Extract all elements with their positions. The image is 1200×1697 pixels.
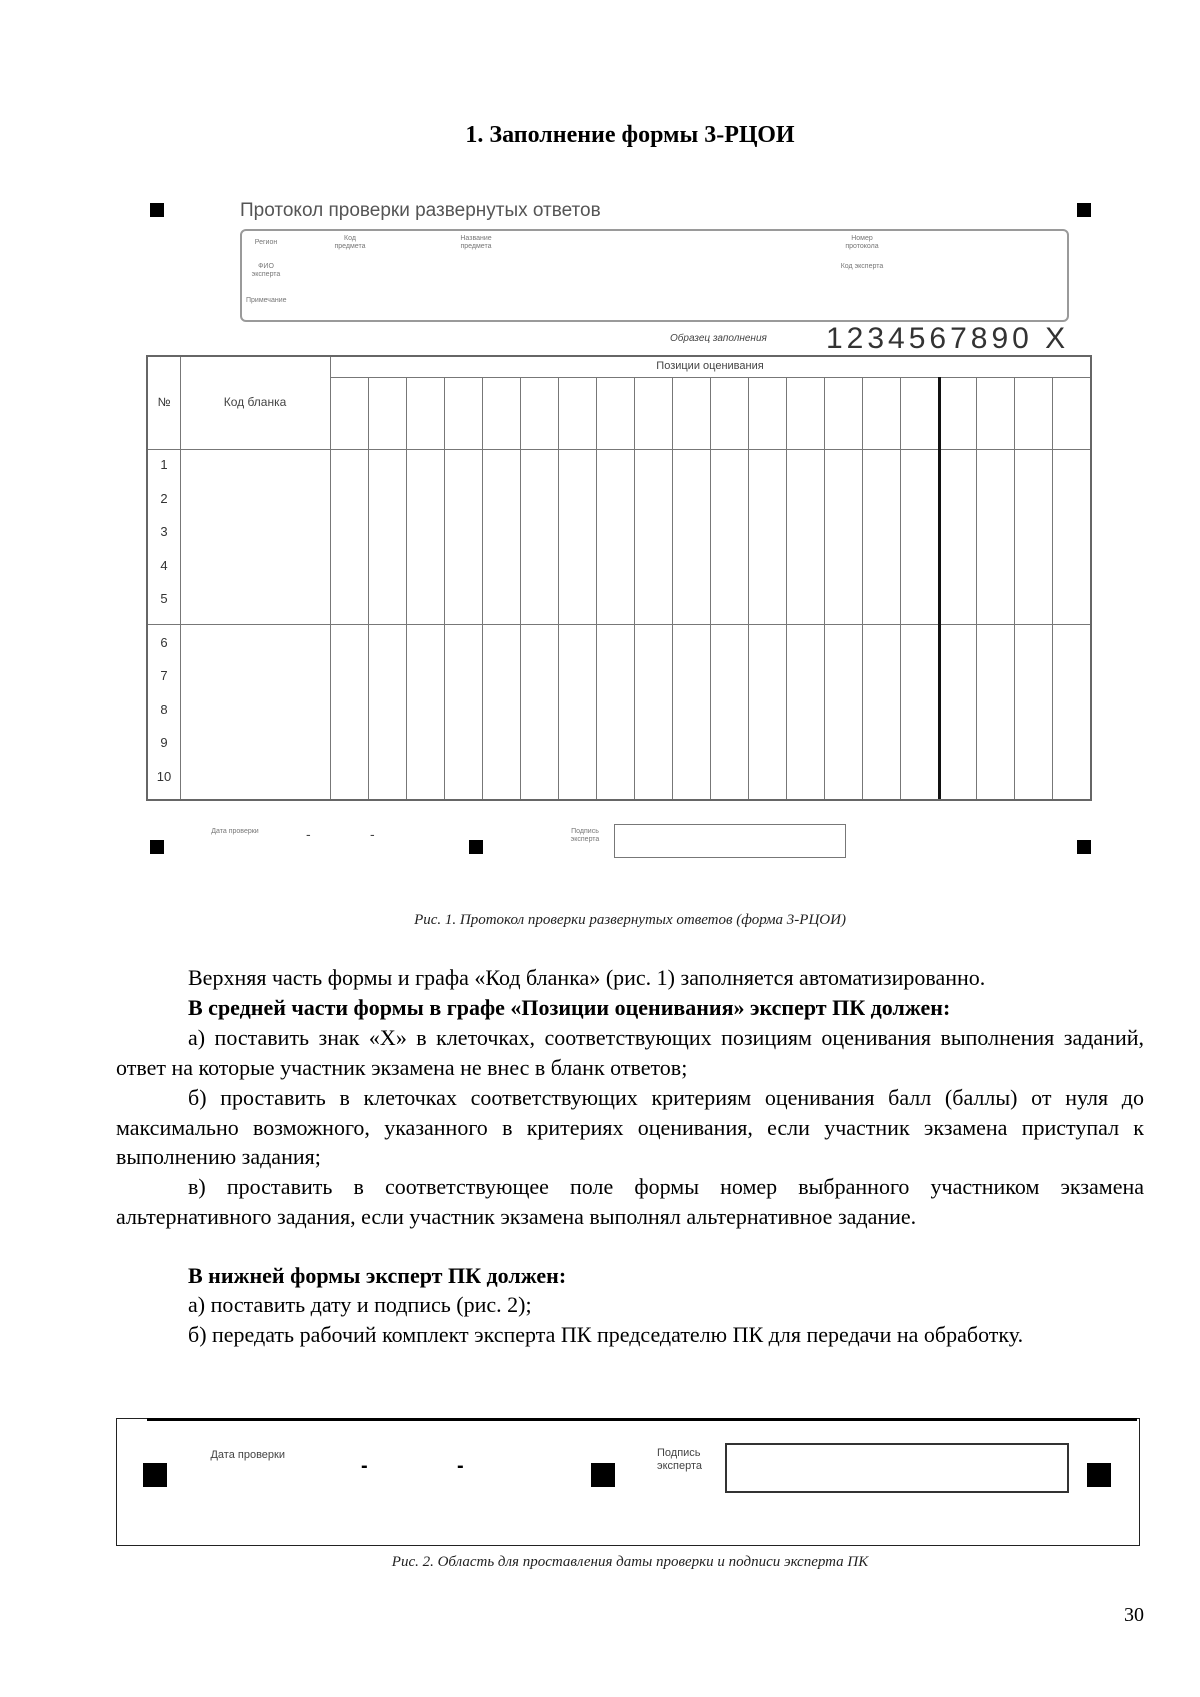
number-column-header: № bbox=[157, 395, 171, 409]
row-number: 7 bbox=[160, 668, 168, 683]
paragraph-item-b: б) проставить в клеточках соответствующих критериям оценивания балл (баллы) от нуля до максимально возможного, указанного в критериях оценивания, если участник экзамена приступал к выполнению задания; bbox=[116, 1085, 1144, 1169]
marker-right bbox=[1087, 1463, 1111, 1487]
paragraph-bottom-heading: В нижней формы эксперт ПК должен: bbox=[188, 1263, 567, 1288]
code-column-header: Код бланка bbox=[223, 395, 287, 409]
marker-middle bbox=[591, 1463, 615, 1487]
page-number: 30 bbox=[1124, 1604, 1144, 1626]
date-dash: - bbox=[361, 1455, 368, 1477]
label-protocol-number: Номер протокола bbox=[845, 235, 879, 250]
page-heading: 1. Заполнение формы 3-РЦОИ bbox=[465, 122, 795, 148]
date-dash: - bbox=[370, 826, 375, 842]
row-number: 4 bbox=[160, 558, 168, 573]
label-note: Примечание bbox=[246, 297, 287, 304]
fig2-sign-label: Подпись эксперта bbox=[657, 1447, 703, 1472]
middle-marker bbox=[469, 840, 483, 854]
form-title: Протокол проверки развернутых ответов bbox=[240, 200, 601, 221]
marker-left bbox=[143, 1463, 167, 1487]
date-dash: - bbox=[457, 1455, 464, 1477]
label-expert-code: Код эксперта bbox=[840, 263, 884, 270]
figure-2-caption: Рис. 2. Область для проставления даты проверки и подписи эксперта ПК bbox=[391, 1554, 869, 1570]
date-dash: - bbox=[306, 826, 311, 842]
label-region: Регион bbox=[254, 239, 278, 246]
row-number: 10 bbox=[156, 769, 172, 784]
fig2-date-label: Дата проверки bbox=[210, 1449, 285, 1461]
row-number: 3 bbox=[160, 524, 168, 539]
form-signature-field[interactable] bbox=[614, 824, 846, 858]
row-number: 2 bbox=[160, 491, 168, 506]
sample-digits: 1234567890 X bbox=[826, 322, 1070, 355]
corner-marker-top-left bbox=[150, 203, 164, 217]
form-date-label: Дата проверки bbox=[211, 828, 259, 835]
corner-marker-bottom-right bbox=[1077, 840, 1091, 854]
paragraph-middle-heading: В средней части формы в графе «Позиции оценивания» эксперт ПК должен: bbox=[188, 995, 951, 1020]
paragraph-bottom-item-b: б) передать рабочий комплект эксперта ПК председателю ПК для передачи на обработку. bbox=[188, 1322, 1024, 1347]
row-number: 9 bbox=[160, 735, 168, 750]
paragraph-auto: Верхняя часть формы и графа «Код бланка» (рис. 1) заполняется автоматизированно. bbox=[188, 965, 986, 990]
row-number: 1 bbox=[160, 457, 168, 472]
figure-1-caption: Рис. 1. Протокол проверки развернутых ответов (форма 3-РЦОИ) bbox=[414, 912, 846, 928]
label-expert-name: ФИО эксперта bbox=[251, 263, 281, 278]
corner-marker-bottom-left bbox=[150, 840, 164, 854]
paragraph-item-v: в) проставить в соответствующее поле формы номер выбранного участником экзамена альтернативного задания, если участник экзамена выполнял альтернативное задание. bbox=[116, 1174, 1144, 1229]
label-subject-code: Код предмета bbox=[334, 235, 366, 250]
row-number: 8 bbox=[160, 702, 168, 717]
signature-field[interactable] bbox=[725, 1443, 1069, 1493]
sample-label: Образец заполнения bbox=[670, 333, 767, 344]
form-header-box bbox=[240, 229, 1069, 322]
row-number: 6 bbox=[160, 635, 168, 650]
form-sign-label: Подпись эксперта bbox=[570, 828, 600, 843]
paragraph-item-a: а) поставить знак «X» в клеточках, соответствующих позициям оценивания выполнения заданий, ответ на которые участник экзамена не внес в бланк ответов; bbox=[116, 1025, 1144, 1080]
label-subject-name: Название предмета bbox=[460, 235, 492, 250]
answers-grid bbox=[146, 355, 1092, 801]
figure-2-frame bbox=[116, 1418, 1140, 1546]
row-number: 5 bbox=[160, 591, 168, 606]
positions-header: Позиции оценивания bbox=[656, 360, 764, 372]
corner-marker-top-right bbox=[1077, 203, 1091, 217]
paragraph-bottom-item-a: а) поставить дату и подпись (рис. 2); bbox=[188, 1292, 532, 1317]
